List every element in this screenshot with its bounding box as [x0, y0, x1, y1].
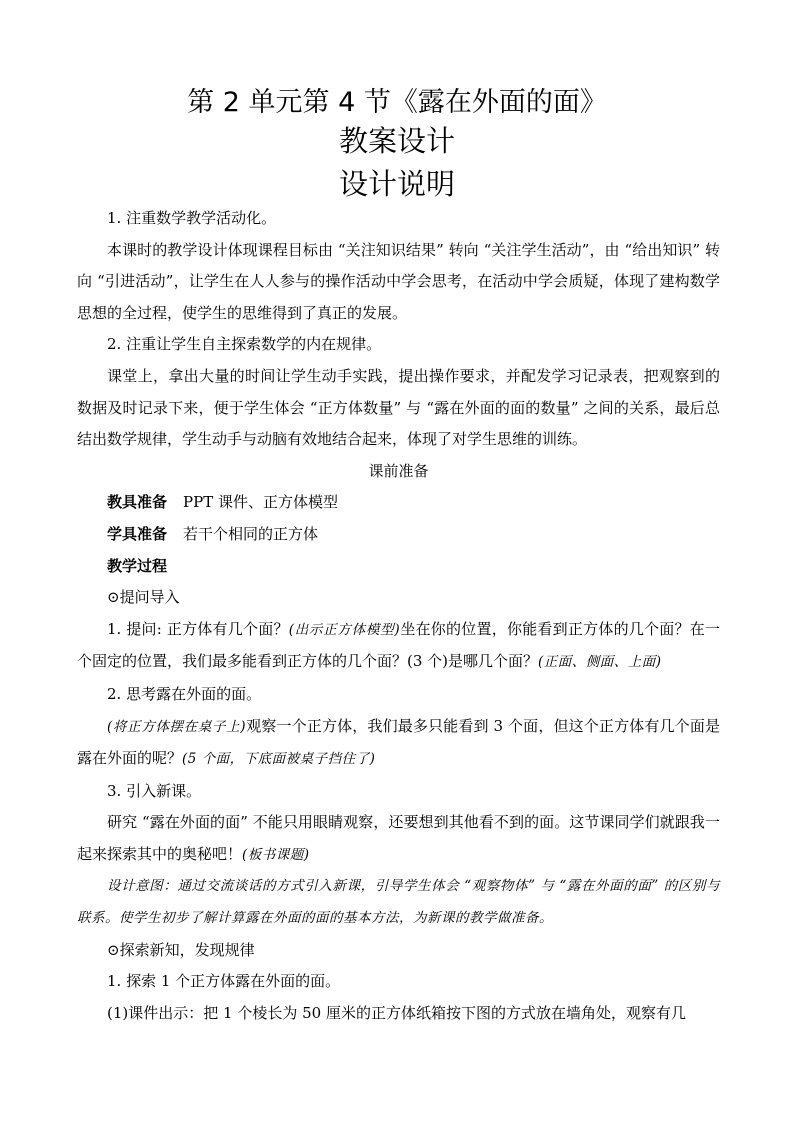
student-prep-line: [77, 519, 720, 551]
document-subtitle: 教案设计: [338, 124, 455, 158]
question-1-cont: 坐在你的位置，你能看到正方体的几个面？在一个固定的位置，我们最多能看到正方体的几个面？(3 个)是哪几个面？: [77, 619, 720, 671]
question-2-answer: (5 个面，下底面被桌子挡住了): [182, 751, 376, 768]
question-2-note: (将正方体摆在桌子上): [107, 718, 247, 735]
explore-step-1-body: (1)课件出示：把 1 个棱长为 50 厘米的正方体纸箱按下图的方式放在墙角处，观察有几: [107, 1003, 686, 1022]
explore-step-1: 1. 探索 1 个正方体露在外面的面。: [107, 972, 341, 991]
question-3-text: 研究 “露在外面的面” 不能只用眼睛观察，还要想到其他看不到的面。这节课同学们就跟我一起来探索其中的奥秘吧！: [77, 813, 720, 863]
design-point-1: 1. 注重数学教学活动化。: [107, 209, 277, 227]
intro-heading: ⊙提问导入: [107, 588, 180, 607]
teacher-prep-value: PPT 课件、正方体模型: [183, 493, 338, 512]
question-2: 2. 思考露在外面的面。: [107, 684, 262, 703]
question-3-body: [77, 807, 720, 871]
design-paragraph-2: 课堂上，拿出大量的时间让学生动手实践，提出操作要求，并配发学习记录表，把观察到的数据及时记录下来，便于学生体会 “正方体数量” 与 “露在外面的面的数量” 之间的关系，最后总结出数学规律，学生动手与动脑有效地结合起来，体现了对学生思维的训练。: [77, 366, 720, 449]
question-3: 3. 引入新课。: [107, 781, 202, 800]
design-point-2: 2. 注重让学生自主探索数学的内在规律。: [107, 335, 382, 354]
design-paragraph-1: 本课时的教学设计体现课程目标由 “关注知识结果” 转向 “关注学生活动”，由 “给出知识” 转向 “引进活动”，让学生在人人参与的操作活动中学会思考，在活动中学会质疑，体现了建构数学思想的全过程，使学生的思维得到了真正的发展。: [77, 240, 720, 322]
question-2-text: 观察一个正方体，我们最多只能看到 3 个面，但这个正方体有几个面是露在外面的呢？: [77, 716, 720, 768]
question-1: [77, 614, 720, 679]
section-title: 设计说明: [338, 167, 455, 201]
question-1-answer: (正面、侧面、上面): [538, 654, 662, 671]
design-intent: 设计意图：通过交流谈话的方式引入新课，引导学生体会 “观察物体” 与 “露在外面的面” 的区别与联系。使学生初步了解计算露在外面的面的基本方法，为新课的教学做准备。: [77, 878, 720, 927]
teacher-prep-label: 教具准备: [107, 493, 168, 512]
student-prep-label: 学具准备: [107, 524, 168, 543]
process-heading: 教学过程: [107, 556, 168, 575]
document-body: [77, 203, 720, 1029]
explore-heading: ⊙探索新知，发现规律: [107, 940, 255, 959]
teacher-prep-line: [77, 487, 720, 519]
question-1-note: (出示正方体模型): [288, 621, 401, 638]
question-3-note: (板书课题): [242, 846, 310, 863]
document-title: 第 2 单元第 4 节《露在外面的面》: [187, 87, 607, 118]
question-2-body: [77, 711, 720, 776]
question-1-text: 1. 提问: 正方体有几个面？: [107, 619, 289, 638]
student-prep-value: 若干个相同的正方体: [183, 524, 319, 543]
prep-heading: 课前准备: [368, 461, 429, 480]
